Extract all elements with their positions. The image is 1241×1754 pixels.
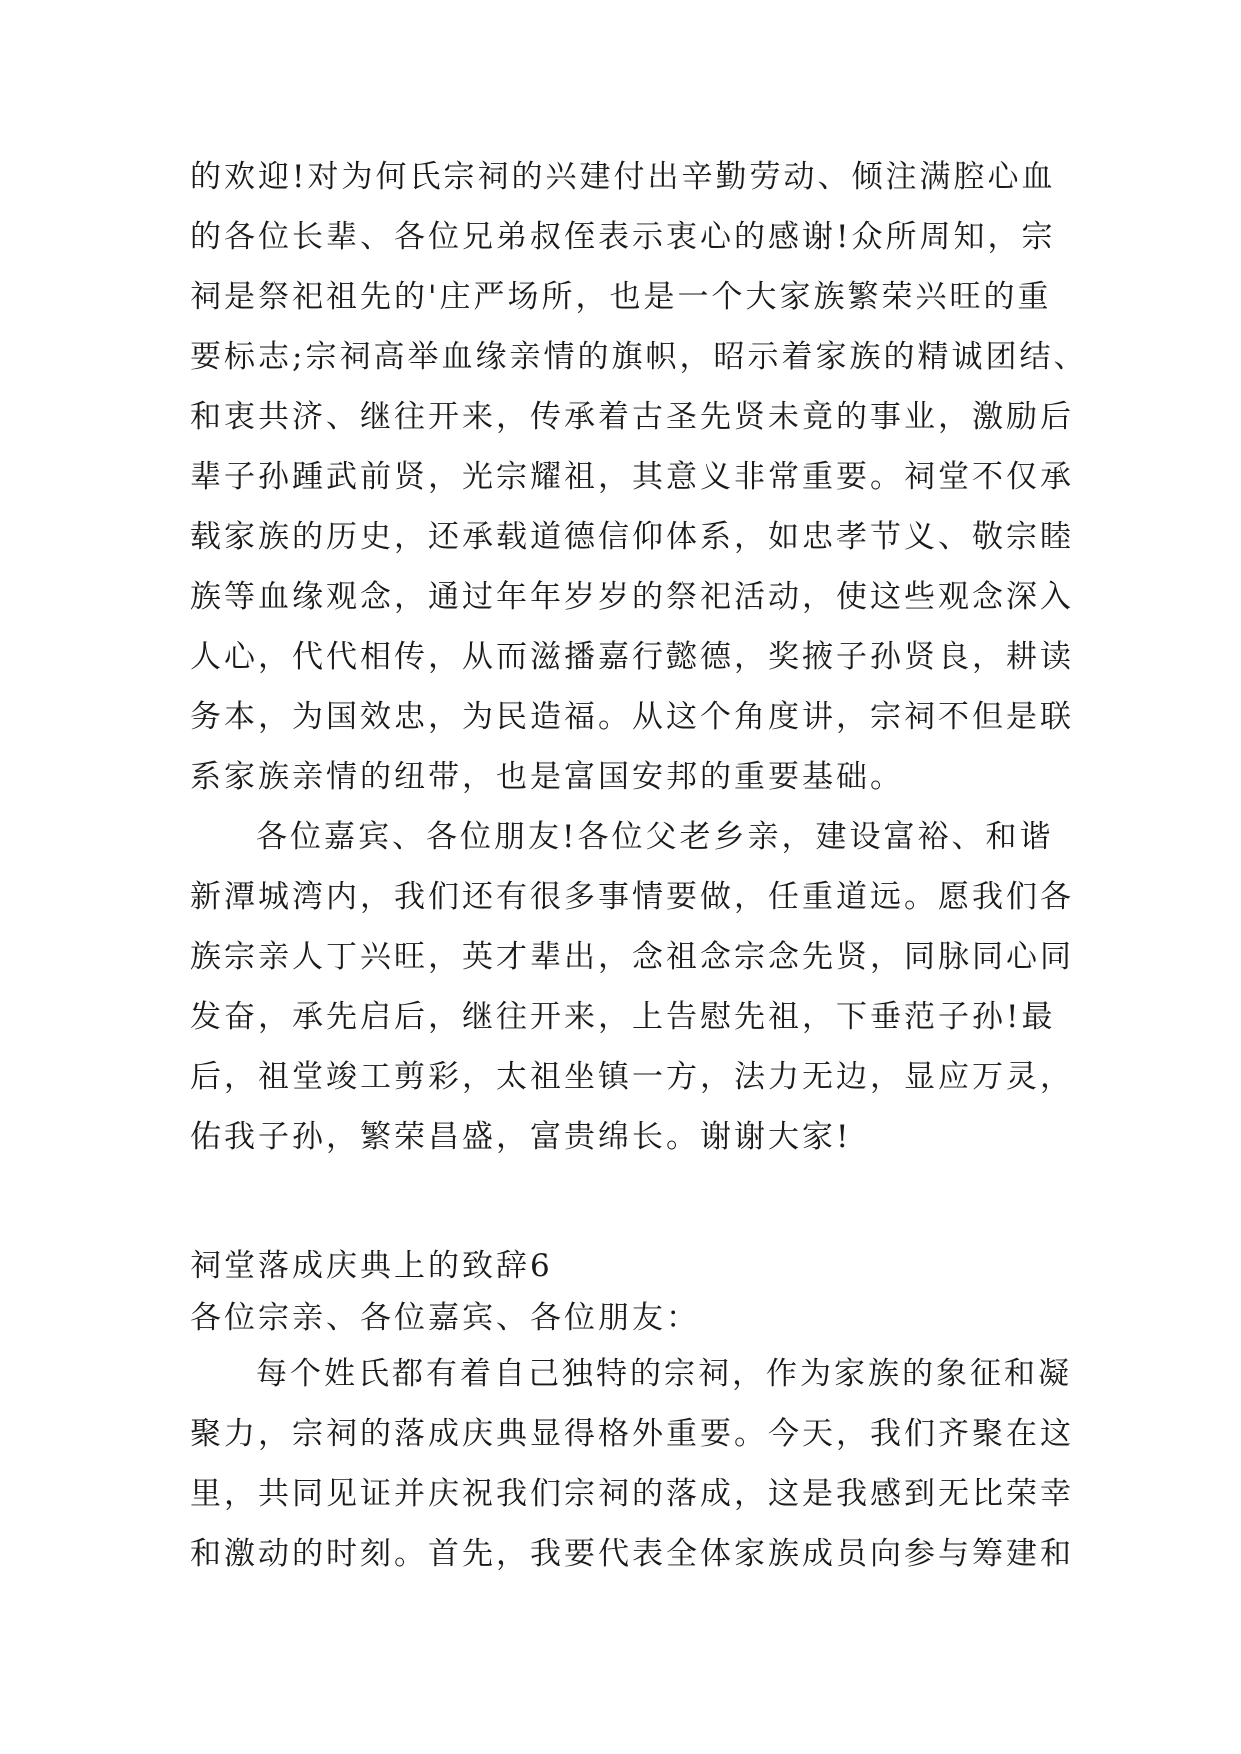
paragraph-line: 和激动的时刻。首先，我要代表全体家族成员向参与筹建和	[190, 1536, 1074, 1572]
paragraph-2	[190, 807, 1074, 1167]
section-heading: 祠堂落成庆典上的致辞6	[190, 1248, 553, 1284]
paragraph-line: 佑我子孙，繁荣昌盛，富贵绵长。谢谢大家!	[190, 1119, 852, 1155]
paragraph-line: 发奋，承先启后，继往开来，上告慰先祖，下垂范子孙!最	[190, 999, 1056, 1035]
paragraph-line: 族宗亲人丁兴旺，英才辈出，念祖念宗念先贤，同脉同心同	[190, 939, 1074, 975]
paragraph-line: 人心，代代相传，从而滋播嘉行懿德，奖掖子孙贤良，耕读	[190, 639, 1074, 675]
paragraph-line: 要标志;宗祠高举血缘亲情的旗帜，昭示着家族的精诚团结、	[190, 339, 1088, 375]
paragraph-line: 每个姓氏都有着自己独特的宗祠，作为家族的象征和凝	[256, 1356, 1072, 1392]
section-6	[190, 1240, 1074, 1584]
paragraph-1	[190, 147, 1088, 807]
paragraph-line: 聚力，宗祠的落成庆典显得格外重要。今天，我们齐聚在这	[190, 1416, 1074, 1452]
paragraph-line: 里，共同见证并庆祝我们宗祠的落成，这是我感到无比荣幸	[190, 1476, 1074, 1512]
paragraph-line: 各位嘉宾、各位朋友!各位父老乡亲，建设富裕、和谐	[256, 819, 1054, 855]
paragraph-line: 辈子孙踵武前贤，光宗耀祖，其意义非常重要。祠堂不仅承	[190, 459, 1074, 495]
salutation: 各位宗亲、各位嘉宾、各位朋友：	[190, 1300, 700, 1336]
paragraph-line: 祠是祭祀祖先的'庄严场所，也是一个大家族繁荣兴旺的重	[190, 279, 1052, 315]
paragraph-line: 族等血缘观念，通过年年岁岁的祭祀活动，使这些观念深入	[190, 579, 1074, 615]
paragraph-line: 新潭城湾内，我们还有很多事情要做，任重道远。愿我们各	[190, 879, 1074, 915]
paragraph-line: 系家族亲情的纽带，也是富国安邦的重要基础。	[190, 759, 904, 795]
paragraph-line: 和衷共济、继往开来，传承着古圣先贤未竟的事业，激励后	[190, 399, 1074, 435]
paragraph-line: 务本，为国效忠，为民造福。从这个角度讲，宗祠不但是联	[190, 699, 1074, 735]
paragraph-line: 载家族的历史，还承载道德信仰体系，如忠孝节义、敬宗睦	[190, 519, 1074, 555]
paragraph-line: 的欢迎!对为何氏宗祠的兴建付出辛勤劳动、倾注满腔心血	[190, 159, 1056, 195]
paragraph-line: 的各位长辈、各位兄弟叔侄表示衷心的感谢!众所周知，宗	[190, 219, 1056, 255]
paragraph-line: 后，祖堂竣工剪彩，太祖坐镇一方，法力无边，显应万灵，	[190, 1059, 1074, 1095]
